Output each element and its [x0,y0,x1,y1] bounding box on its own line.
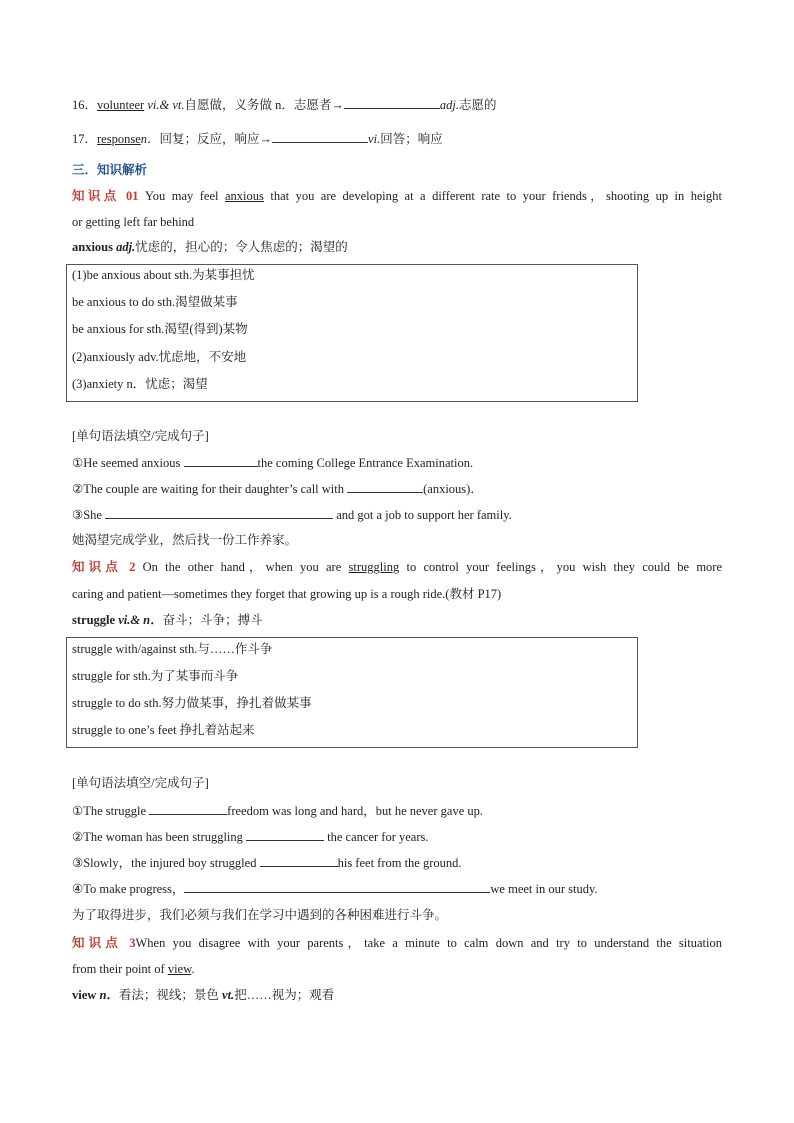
definition: 自愿做，义务做 [184,98,273,112]
definition: 回答；响应 [380,132,443,146]
exercise-4 [72,880,598,897]
head-word-struggle [72,612,263,628]
exercise-text: the cancer for years. [324,830,429,844]
answer-blank[interactable] [184,880,490,893]
answer-blank[interactable] [260,854,338,867]
exercise-text: ①The struggle [72,804,150,818]
exercise-text: ①He seemed anxious [72,456,184,470]
sentence-text: from their point of [72,962,168,976]
knowledge-point-1 [72,188,722,204]
vocab-word: response [97,132,141,146]
part-of-speech: vi.& vt. [147,98,185,112]
exercise-title: [单句语法填空/完成句子] [72,776,209,790]
sentence-text: You may feel [145,189,225,203]
vocab-word: volunteer [97,98,145,112]
head-word: struggle [72,613,116,627]
item-number: 16． [72,98,98,112]
definition: 志愿的 [459,98,497,112]
head-word: anxious [72,240,113,254]
vocab-item-17 [72,130,443,147]
exercise-text: and got a job to support her family. [333,508,512,522]
item-number: 17． [72,132,98,146]
usage-line: be anxious to do sth.渴望做某事 [72,295,238,309]
usage-box-anxious [66,264,638,402]
exercise-title: [单句语法填空/完成句子] [72,429,209,443]
definition: 看法；视线；景色 [118,988,219,1002]
usage-line: (3)anxiety n．忧虑；渴望 [72,377,208,391]
noun-form: n．志愿者→ [275,98,344,112]
usage-line: struggle to do sth.努力做某事，挣扎着做某事 [72,696,312,710]
part-of-speech: adj. [116,240,136,254]
answer-blank[interactable] [184,454,258,467]
usage-line: be anxious for sth.渴望(得到)某物 [72,322,248,336]
definition: 奋斗；斗争；搏斗 [162,613,263,627]
exercise-text: we meet in our study. [490,882,598,896]
exercise-3-translation: 她渴望完成学业，然后找一份工作养家。 [72,533,298,547]
part-of-speech: n． [99,988,119,1002]
answer-blank[interactable] [246,828,324,841]
sentence-text: When you disagree with your parents，take a minute to calm down and try to understand the situation [135,936,722,950]
definition: 忧虑的，担心的；令人焦虑的；渴望的 [135,240,348,254]
key-word: struggling [348,560,400,574]
exercise-text: ④To make progress， [72,882,185,896]
answer-blank[interactable] [149,802,227,815]
head-word-anxious [72,239,348,255]
part-of-speech: adj. [439,98,460,112]
exercise-1 [72,802,483,819]
answer-blank[interactable] [105,506,333,519]
usage-line: (2)anxiously adv.忧虑地，不安地 [72,350,247,364]
exercise-text: ②The woman has been struggling [72,830,247,844]
exercise-2 [72,828,428,845]
sentence-text: to control your feelings，you wish they could be more [399,560,722,574]
knowledge-point-label: 知识点 3 [72,936,136,950]
usage-line: struggle for sth.为了某事而斗争 [72,669,239,683]
exercise-text: his feet from the ground. [337,856,462,870]
exercise-2 [72,480,483,497]
knowledge-point-1-line2: or getting left far behind [72,215,195,229]
vocab-item-16 [72,96,497,113]
exercise-text: freedom was long and hard，but he never gave up. [227,804,483,818]
part-of-speech: vi.& n． [118,613,163,627]
answer-blank[interactable] [272,130,368,143]
usage-line: (1)be anxious about sth.为某事担忧 [72,268,255,282]
exercise-3 [72,506,512,523]
exercise-4-translation: 为了取得进步，我们必须与我们在学习中遇到的各种困难进行斗争。 [72,908,448,922]
sentence-text: that you are developing at a different rate to your friends，shooting up in height [263,189,723,203]
key-word: anxious [224,189,264,203]
knowledge-point-3-line2 [72,961,194,977]
usage-box-struggle [66,637,638,748]
definition: 把……视为；观看 [234,988,335,1002]
usage-line: struggle with/against sth.与……作斗争 [72,642,273,656]
key-word: view [167,962,192,976]
part-of-speech: vt. [222,988,235,1002]
exercise-text: ③Slowly，the injured boy struggled [72,856,260,870]
knowledge-point-3 [72,935,722,951]
exercise-text: ②The couple are waiting for their daughter’s call with [72,482,348,496]
answer-blank[interactable] [347,480,423,493]
knowledge-point-2-line2: caring and patient—sometimes they forget that growing up is a rough ride.(教材 P17) [72,587,502,601]
exercise-1 [72,454,473,471]
sentence-text: . [191,962,195,976]
answer-blank[interactable] [344,96,440,109]
usage-line: struggle to one’s feet 挣扎着站起来 [72,723,255,737]
knowledge-point-label: 知识点 01 [72,189,139,203]
exercise-text: (anxious)． [423,482,483,496]
exercise-text: ③She [72,508,106,522]
head-word-view [72,987,334,1003]
knowledge-point-label: 知识点 2 [72,560,136,574]
section-heading: 三．知识解析 [72,163,148,177]
definition: 回复；反应，响应→ [159,132,273,146]
knowledge-point-2 [72,559,722,575]
part-of-speech: vi. [368,132,381,146]
exercise-text: the coming College Entrance Examination. [257,456,474,470]
sentence-text: On the other hand，when you are [135,560,349,574]
exercise-3 [72,854,462,871]
part-of-speech: n． [140,132,160,146]
head-word: view [72,988,97,1002]
